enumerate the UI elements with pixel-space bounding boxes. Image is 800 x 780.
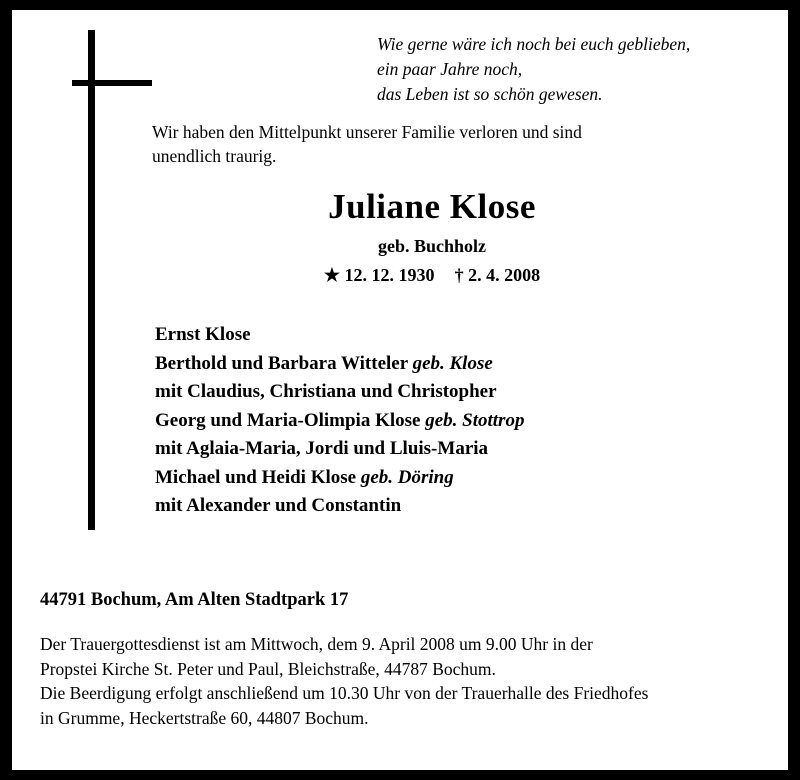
life-dates xyxy=(152,264,712,286)
survivor-maiden: geb. Klose xyxy=(412,352,493,374)
intro-line-2: unendlich traurig. xyxy=(152,146,277,166)
survivor-line xyxy=(155,378,755,407)
obituary-card xyxy=(12,10,788,770)
birth-date: ★ 12. 12. 1930 xyxy=(323,265,435,285)
verse-line-3: das Leben ist so schön gewesen. xyxy=(377,84,603,104)
survivor-line xyxy=(155,321,755,350)
cross-icon xyxy=(72,30,152,530)
maiden-name: geb. Buchholz xyxy=(377,236,487,256)
survivors-list xyxy=(155,321,755,521)
intro-line-1: Wir haben den Mittelpunkt unserer Familie verloren und sind xyxy=(152,122,582,142)
survivor-name: mit Claudius, Christiana und Christopher xyxy=(155,381,497,402)
intro-text xyxy=(152,120,712,168)
survivor-name: Georg und Maria-Olimpia Klose xyxy=(155,409,426,431)
death-date: † 2. 4. 2008 xyxy=(454,265,541,285)
survivor-name: mit Aglaia-Maria, Jordi und Lluis-Maria xyxy=(155,438,489,459)
survivor-maiden: geb. Döring xyxy=(360,466,454,488)
survivor-line xyxy=(155,350,755,379)
survivor-line xyxy=(155,407,755,436)
details-line-1: Der Trauergottesdienst ist am Mittwoch, dem 9. April 2008 um 9.00 Uhr in der xyxy=(40,634,593,654)
cross-vertical-bar xyxy=(88,30,95,530)
survivor-name: mit Alexander und Constantin xyxy=(155,495,402,516)
survivor-line xyxy=(155,464,755,493)
service-details xyxy=(40,632,740,730)
survivor-maiden: geb. Stottrop xyxy=(425,409,525,431)
survivor-name: Ernst Klose xyxy=(155,324,251,345)
memorial-verse xyxy=(377,32,690,107)
deceased-name: Juliane Klose xyxy=(328,187,536,226)
details-line-4: in Grumme, Heckertstraße 60, 44807 Bochum. xyxy=(40,707,369,728)
cross-horizontal-bar xyxy=(72,80,152,86)
family-address: 44791 Bochum, Am Alten Stadtpark 17 xyxy=(40,590,349,610)
survivor-name: Berthold und Barbara Witteler xyxy=(155,352,413,374)
survivor-name: Michael und Heidi Klose xyxy=(155,466,361,488)
name-block xyxy=(152,185,712,286)
details-line-3: Die Beerdigung erfolgt anschließend um 10.30 Uhr von der Trauerhalle des Friedhofes xyxy=(40,683,649,703)
details-line-2: Propstei Kirche St. Peter und Paul, Bleichstraße, 44787 Bochum. xyxy=(40,658,496,679)
survivor-line xyxy=(155,435,755,464)
verse-line-2: ein paar Jahre noch, xyxy=(377,59,523,79)
verse-line-1: Wie gerne wäre ich noch bei euch geblieben, xyxy=(377,34,691,54)
survivor-line xyxy=(155,492,755,521)
